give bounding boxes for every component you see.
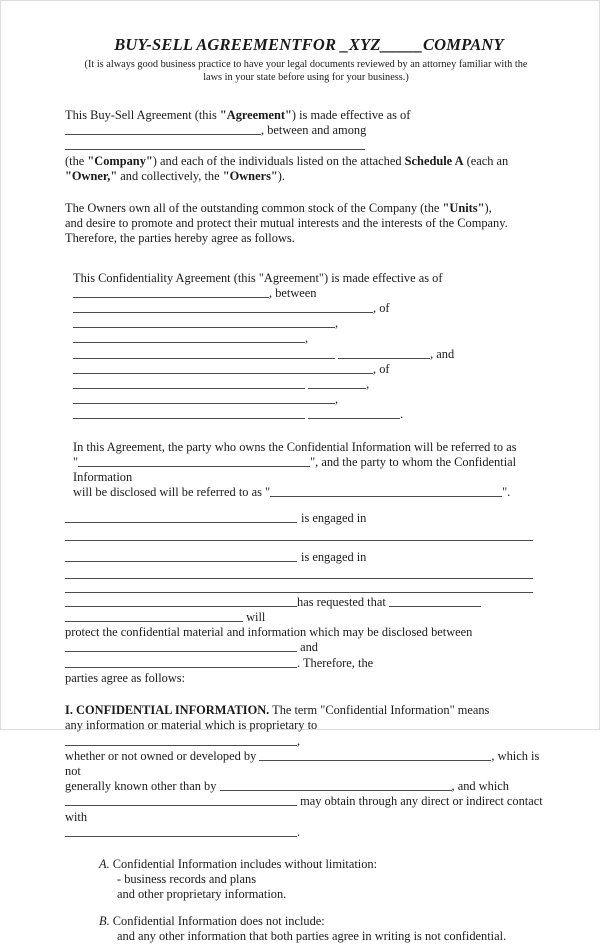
receiving-party-state-blank[interactable] [73,407,305,419]
spacer [65,247,547,271]
requesting-party-blank[interactable] [65,595,297,607]
spacer [65,84,547,108]
spacer [65,423,547,440]
generally-known-by-blank[interactable] [220,779,452,791]
recital-paragraph-1 [65,108,547,184]
engaged-in-row-1 [65,511,547,526]
item-b-sub-line-1: and any other information that both parties agree in writing is not confidential. [117,928,507,943]
section-1-line-2b: , [297,733,301,748]
recital-p1-text-7: and collectively, the [117,168,223,183]
recital-p1-text-1: This Buy-Sell Agreement (this [65,108,220,122]
party-two-business-blank-2[interactable] [65,592,533,593]
between-text-1: and [297,640,318,655]
units-defined-term: "Units" [442,201,485,216]
recital-p2-text-1: The Owners own all of the outstanding common stock of the Company (the [65,201,443,216]
schedule-a-reference: Schedule A [404,153,464,168]
confidentiality-text-comma-1: , [335,316,339,331]
disclosing-party-zip-blank[interactable] [338,347,430,359]
protect-line: protect the confidential material and information which may be disclosed between [65,625,473,640]
defined-parties-quote-open: " [73,454,79,469]
recital-p2-line-3: Therefore, the parties hereby agree as follows. [65,231,295,246]
contact-with-blank[interactable] [65,825,297,837]
receiving-party-address-blank[interactable] [73,377,305,389]
defined-parties-line-1: In this Agreement, the party who owns the Confidential Information will be referred to as [73,439,517,454]
section-1-number: I. [65,703,73,718]
confidentiality-text-and: , and [430,346,455,361]
defined-parties-line-2: ", and the party to whom the Confidential Information [73,454,517,485]
item-b-letter: B. [99,913,110,928]
item-b-lead: Confidential Information does not include: [112,913,325,928]
spacer [65,184,547,201]
recital-p2-text-2: ), [484,201,492,216]
disclosing-party-city-blank[interactable] [73,331,305,343]
confidentiality-text-between: , between [269,285,317,300]
confidentiality-text-period: . [400,407,404,422]
item-a-lead: Confidential Information includes without limitation: [112,856,378,871]
spacer [65,840,547,857]
company-name-blank[interactable] [65,138,365,150]
party-one-name-blank[interactable] [65,511,297,523]
section-1-line-4a: generally known other than by [65,779,220,794]
document-title: BUY-SELL AGREEMENTFOR _XYZ_____COMPANY [114,35,504,54]
receiving-party-suite-blank[interactable] [308,377,366,389]
confidentiality-intro-block [65,271,547,423]
confidentiality-text-of-2: , of [373,361,390,376]
receiving-party-city-blank[interactable] [73,392,335,404]
section-1-line-3b: , which is not [65,748,540,778]
spacer [65,686,547,703]
section-1-line-4b: , and which [451,779,509,794]
section-1-confidential-information [65,703,547,840]
disclosing-party-address-blank[interactable] [73,316,335,328]
disclosing-party-blank[interactable] [73,301,373,313]
item-a-sub-line-1: - business records and plans [117,872,257,887]
closing-line: parties agree as follows: [65,670,186,685]
effective-date-blank[interactable] [65,123,261,135]
engaged-in-block [65,511,547,686]
document-body [1,1,599,944]
document-subtitle-line-1: (It is always good business practice to have your legal documents reviewed by an attorney familiar with the [84,59,528,70]
between-text-2: . Therefore, the [297,655,374,670]
recital-p1-text-3: , between and among [261,123,367,138]
request-paragraph [65,595,547,686]
recital-p1-text-8: ). [277,168,286,183]
confidentiality-text-comma-2: , [305,331,309,346]
recital-p2-line-2: and desire to promote and protect their mutual interests and the interests of the Company. [65,216,508,231]
recital-p1-text-2: ) is made effective as of [291,108,411,122]
agreement-defined-term: "Agreement" [219,108,292,122]
owned-developed-by-blank[interactable] [259,749,491,761]
receiving-party-blank[interactable] [73,362,373,374]
section-1-heading: CONFIDENTIAL INFORMATION. [76,703,270,718]
confidentiality-date-blank[interactable] [73,286,269,298]
item-a-letter: A. [99,856,110,871]
disclosing-party-state-blank[interactable] [73,347,335,359]
between-party-two-blank[interactable] [65,656,297,668]
section-1-lead-text: The term "Confidential Information" means [269,703,490,718]
section-1-line-3a: whether or not owned or developed by [65,748,260,763]
section-1-item-b [65,914,547,929]
engaged-in-row-2 [65,550,547,565]
confidentiality-text-comma-3: , [366,377,370,392]
item-a-sub-line-2: and other proprietary information. [117,887,287,902]
section-1-line-5: may obtain through any direct or indirect contact with [65,794,543,824]
requested-party-blank-1[interactable] [389,595,481,607]
defined-parties-paragraph [65,440,547,501]
spacer [65,903,547,914]
company-defined-term: "Company" [87,153,153,168]
between-party-one-blank[interactable] [65,640,297,652]
recital-paragraph-2 [65,201,547,247]
party-two-name-blank[interactable] [65,550,297,562]
confidentiality-text-of: , of [373,301,390,316]
defined-parties-line-3a: will be disclosed will be referred to as " [73,485,271,500]
request-text-2: will [243,610,266,625]
owner-party-label-blank[interactable] [78,455,310,467]
requested-party-blank-2[interactable] [65,610,243,622]
party-two-business-blank-1[interactable] [65,578,533,579]
engaged-in-label-1: is engaged in [301,511,367,526]
document-subtitle-line-2: laws in your state before using for your business.) [203,72,409,83]
confidentiality-text-comma-4: , [335,392,339,407]
recital-p1-text-6: (each an [463,153,509,168]
may-obtain-party-blank[interactable] [65,794,297,806]
section-1-item-a [65,857,547,872]
receiving-party-zip-blank[interactable] [308,407,400,419]
recipient-party-label-blank[interactable] [270,485,502,497]
proprietary-to-blank[interactable] [65,734,297,746]
section-1-line-2a: any information or material which is proprietary to [65,718,318,733]
defined-parties-line-3b: ". [502,485,511,500]
owner-defined-term: "Owner," [65,168,118,183]
recital-p1-text-4: (the [65,153,88,168]
party-one-business-blank[interactable] [65,540,533,541]
section-1-line-6: . [297,824,301,839]
engaged-in-label-2: is engaged in [301,549,367,564]
spacer [65,500,547,511]
owners-defined-term: "Owners" [222,168,278,183]
recital-p1-text-5: ) and each of the individuals listed on the attached [152,153,405,168]
request-text-1: has requested that [297,594,389,609]
confidentiality-intro-line-1: This Confidentiality Agreement (this "Agreement") is made effective as of [73,270,443,285]
